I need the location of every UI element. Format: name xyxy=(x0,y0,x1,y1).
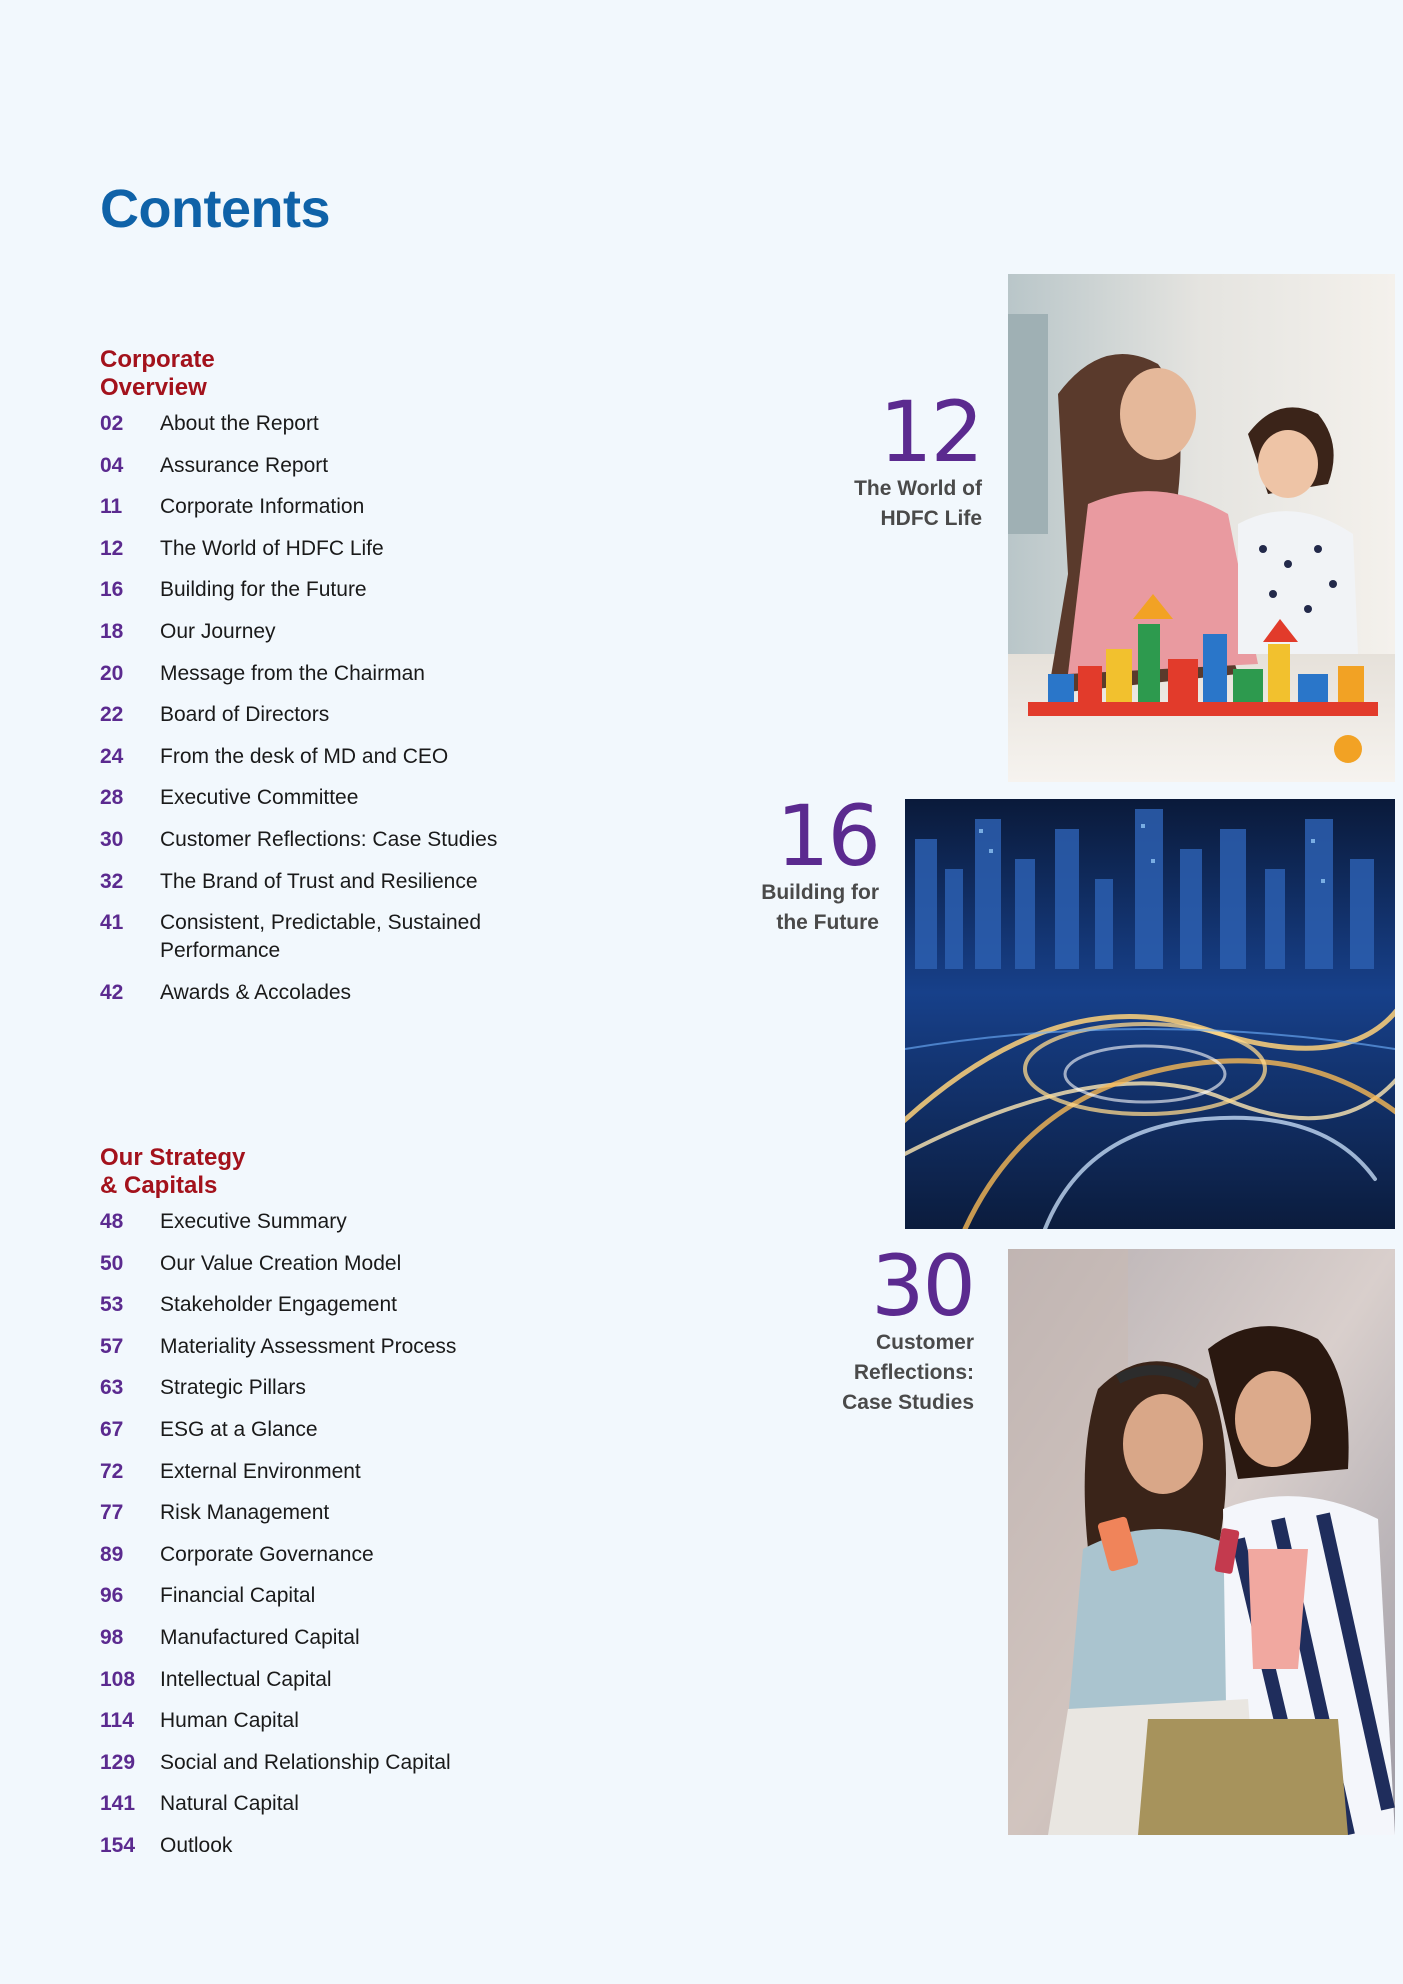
toc-item[interactable] xyxy=(100,1208,660,1236)
toc-item-title: Stakeholder Engagement xyxy=(160,1293,397,1317)
toc-item[interactable] xyxy=(100,660,660,688)
toc-item-title: Intellectual Capital xyxy=(160,1667,332,1691)
feature-page-number: 12 xyxy=(879,383,982,481)
toc-item-title: Our Journey xyxy=(160,619,276,643)
toc-item-title: About the Report xyxy=(160,412,319,435)
toc-page-number: 11 xyxy=(100,495,123,519)
toc-item-title: Corporate Information xyxy=(160,495,365,519)
toc-page-number: 57 xyxy=(100,1334,124,1358)
toc-item[interactable] xyxy=(100,1291,660,1319)
toc-item[interactable] xyxy=(100,784,660,812)
toc-item-title: From the desk of MD and CEO xyxy=(160,744,449,768)
toc-item[interactable] xyxy=(100,576,660,604)
toc-page-number: 04 xyxy=(100,453,124,477)
feature-caption: The World of HDFC Life xyxy=(854,477,982,530)
toc-item[interactable] xyxy=(100,979,660,1007)
toc-item[interactable] xyxy=(100,826,660,854)
toc-item-title: Financial Capital xyxy=(160,1584,316,1608)
toc-page-number: 48 xyxy=(100,1210,124,1233)
toc-list xyxy=(100,410,660,1007)
toc-page-number: 20 xyxy=(100,661,124,685)
toc-page-number: 02 xyxy=(100,412,124,435)
toc-item[interactable] xyxy=(100,743,660,771)
feature-page-number: 30 xyxy=(871,1237,974,1335)
toc-page-number: 129 xyxy=(100,1750,136,1774)
section-strategy-capitals xyxy=(100,1144,660,1874)
page-title: Contents xyxy=(100,179,330,239)
section-corporate-overview xyxy=(100,346,660,1020)
toc-page-number: 72 xyxy=(100,1459,124,1483)
toc-item-title: Risk Management xyxy=(160,1501,330,1525)
feature-page-number: 16 xyxy=(776,787,879,885)
toc-item[interactable] xyxy=(100,535,660,563)
toc-item-title: External Environment xyxy=(160,1459,361,1483)
toc-item-title: Corporate Governance xyxy=(160,1542,374,1566)
toc-page-number: 67 xyxy=(100,1417,124,1441)
mother-daughter-building-blocks-photo[interactable] xyxy=(1008,274,1395,782)
toc-page-number: 96 xyxy=(100,1584,124,1608)
toc-item[interactable] xyxy=(100,1832,660,1860)
toc-item-title: Executive Summary xyxy=(160,1210,347,1233)
night-city-highway-interchange-photo[interactable] xyxy=(905,799,1395,1229)
toc-item-title: Building for the Future xyxy=(160,578,367,602)
toc-item-title: Awards & Accolades xyxy=(160,980,352,1004)
toc-item[interactable] xyxy=(100,452,660,480)
toc-page-number: 77 xyxy=(100,1501,124,1525)
toc-page-number: 24 xyxy=(100,744,124,768)
feature-caption: Building for the Future xyxy=(761,881,879,934)
toc-item-title: The Brand of Trust and Resilience xyxy=(160,869,478,893)
toc-item[interactable] xyxy=(100,1582,660,1610)
toc-item[interactable] xyxy=(100,1499,660,1527)
section-heading: Corporate Overview xyxy=(100,346,215,401)
toc-page-number: 63 xyxy=(100,1376,124,1400)
toc-item[interactable] xyxy=(100,1250,660,1278)
toc-item[interactable] xyxy=(100,410,660,438)
toc-item-title: Executive Committee xyxy=(160,786,359,810)
toc-item[interactable] xyxy=(100,1333,660,1361)
toc-item[interactable] xyxy=(100,909,660,965)
toc-item[interactable] xyxy=(100,1624,660,1652)
toc-item-title: Board of Directors xyxy=(160,703,330,727)
feature-caption: Customer Reflections: Case Studies xyxy=(842,1331,974,1414)
toc-page-number: 42 xyxy=(100,980,124,1004)
toc-page-number: 108 xyxy=(100,1667,136,1691)
toc-page-number: 154 xyxy=(100,1833,136,1857)
toc-page-number: 89 xyxy=(100,1542,124,1566)
toc-page-number: 141 xyxy=(100,1792,136,1816)
toc-page-number: 18 xyxy=(100,619,124,643)
toc-item-title: Materiality Assessment Process xyxy=(160,1334,457,1358)
toc-page-number: 50 xyxy=(100,1251,124,1275)
toc-item[interactable] xyxy=(100,1790,660,1818)
toc-page-number: 114 xyxy=(100,1709,134,1733)
toc-item-title: Our Value Creation Model xyxy=(160,1251,402,1275)
toc-page-number: 98 xyxy=(100,1625,124,1649)
toc-item-title: The World of HDFC Life xyxy=(160,536,384,560)
toc-item-title: Natural Capital xyxy=(160,1792,299,1816)
feature-label-building-for-the-future[interactable] xyxy=(639,787,879,938)
toc-item-title: Social and Relationship Capital xyxy=(160,1750,451,1774)
toc-item-title: Outlook xyxy=(160,1833,233,1857)
toc-item-title: Customer Reflections: Case Studies xyxy=(160,827,498,851)
feature-label-world-of-hdfc-life[interactable] xyxy=(742,383,982,534)
toc-item[interactable] xyxy=(100,1666,660,1694)
toc-item[interactable] xyxy=(100,868,660,896)
toc-item-title: Human Capital xyxy=(160,1709,299,1733)
toc-item[interactable] xyxy=(100,1541,660,1569)
toc-item-title: Consistent, Predictable, Sustained Performance xyxy=(160,911,482,963)
toc-page-number: 41 xyxy=(100,911,124,935)
toc-page-number: 30 xyxy=(100,827,124,851)
toc-page-number: 53 xyxy=(100,1293,124,1317)
toc-item[interactable] xyxy=(100,618,660,646)
toc-item[interactable] xyxy=(100,1416,660,1444)
toc-item[interactable] xyxy=(100,493,660,521)
toc-item[interactable] xyxy=(100,1749,660,1777)
toc-list xyxy=(100,1208,660,1860)
feature-label-customer-reflections[interactable] xyxy=(734,1237,974,1418)
toc-page-number: 16 xyxy=(100,578,124,602)
toc-page-number: 32 xyxy=(100,869,124,893)
toc-item-title: Message from the Chairman xyxy=(160,661,425,685)
toc-item-title: Assurance Report xyxy=(160,453,329,477)
section-heading: Our Strategy & Capitals xyxy=(100,1144,246,1199)
two-women-looking-at-phone-photo[interactable] xyxy=(1008,1249,1395,1835)
toc-item-title: Strategic Pillars xyxy=(160,1376,306,1400)
toc-page-number: 22 xyxy=(100,703,124,727)
toc-item-title: ESG at a Glance xyxy=(160,1417,318,1441)
toc-item[interactable] xyxy=(100,1458,660,1486)
toc-item[interactable] xyxy=(100,1707,660,1735)
toc-item-title: Manufactured Capital xyxy=(160,1625,360,1649)
toc-page-number: 28 xyxy=(100,786,124,810)
toc-page-number: 12 xyxy=(100,536,124,560)
toc-item[interactable] xyxy=(100,701,660,729)
toc-item[interactable] xyxy=(100,1374,660,1402)
